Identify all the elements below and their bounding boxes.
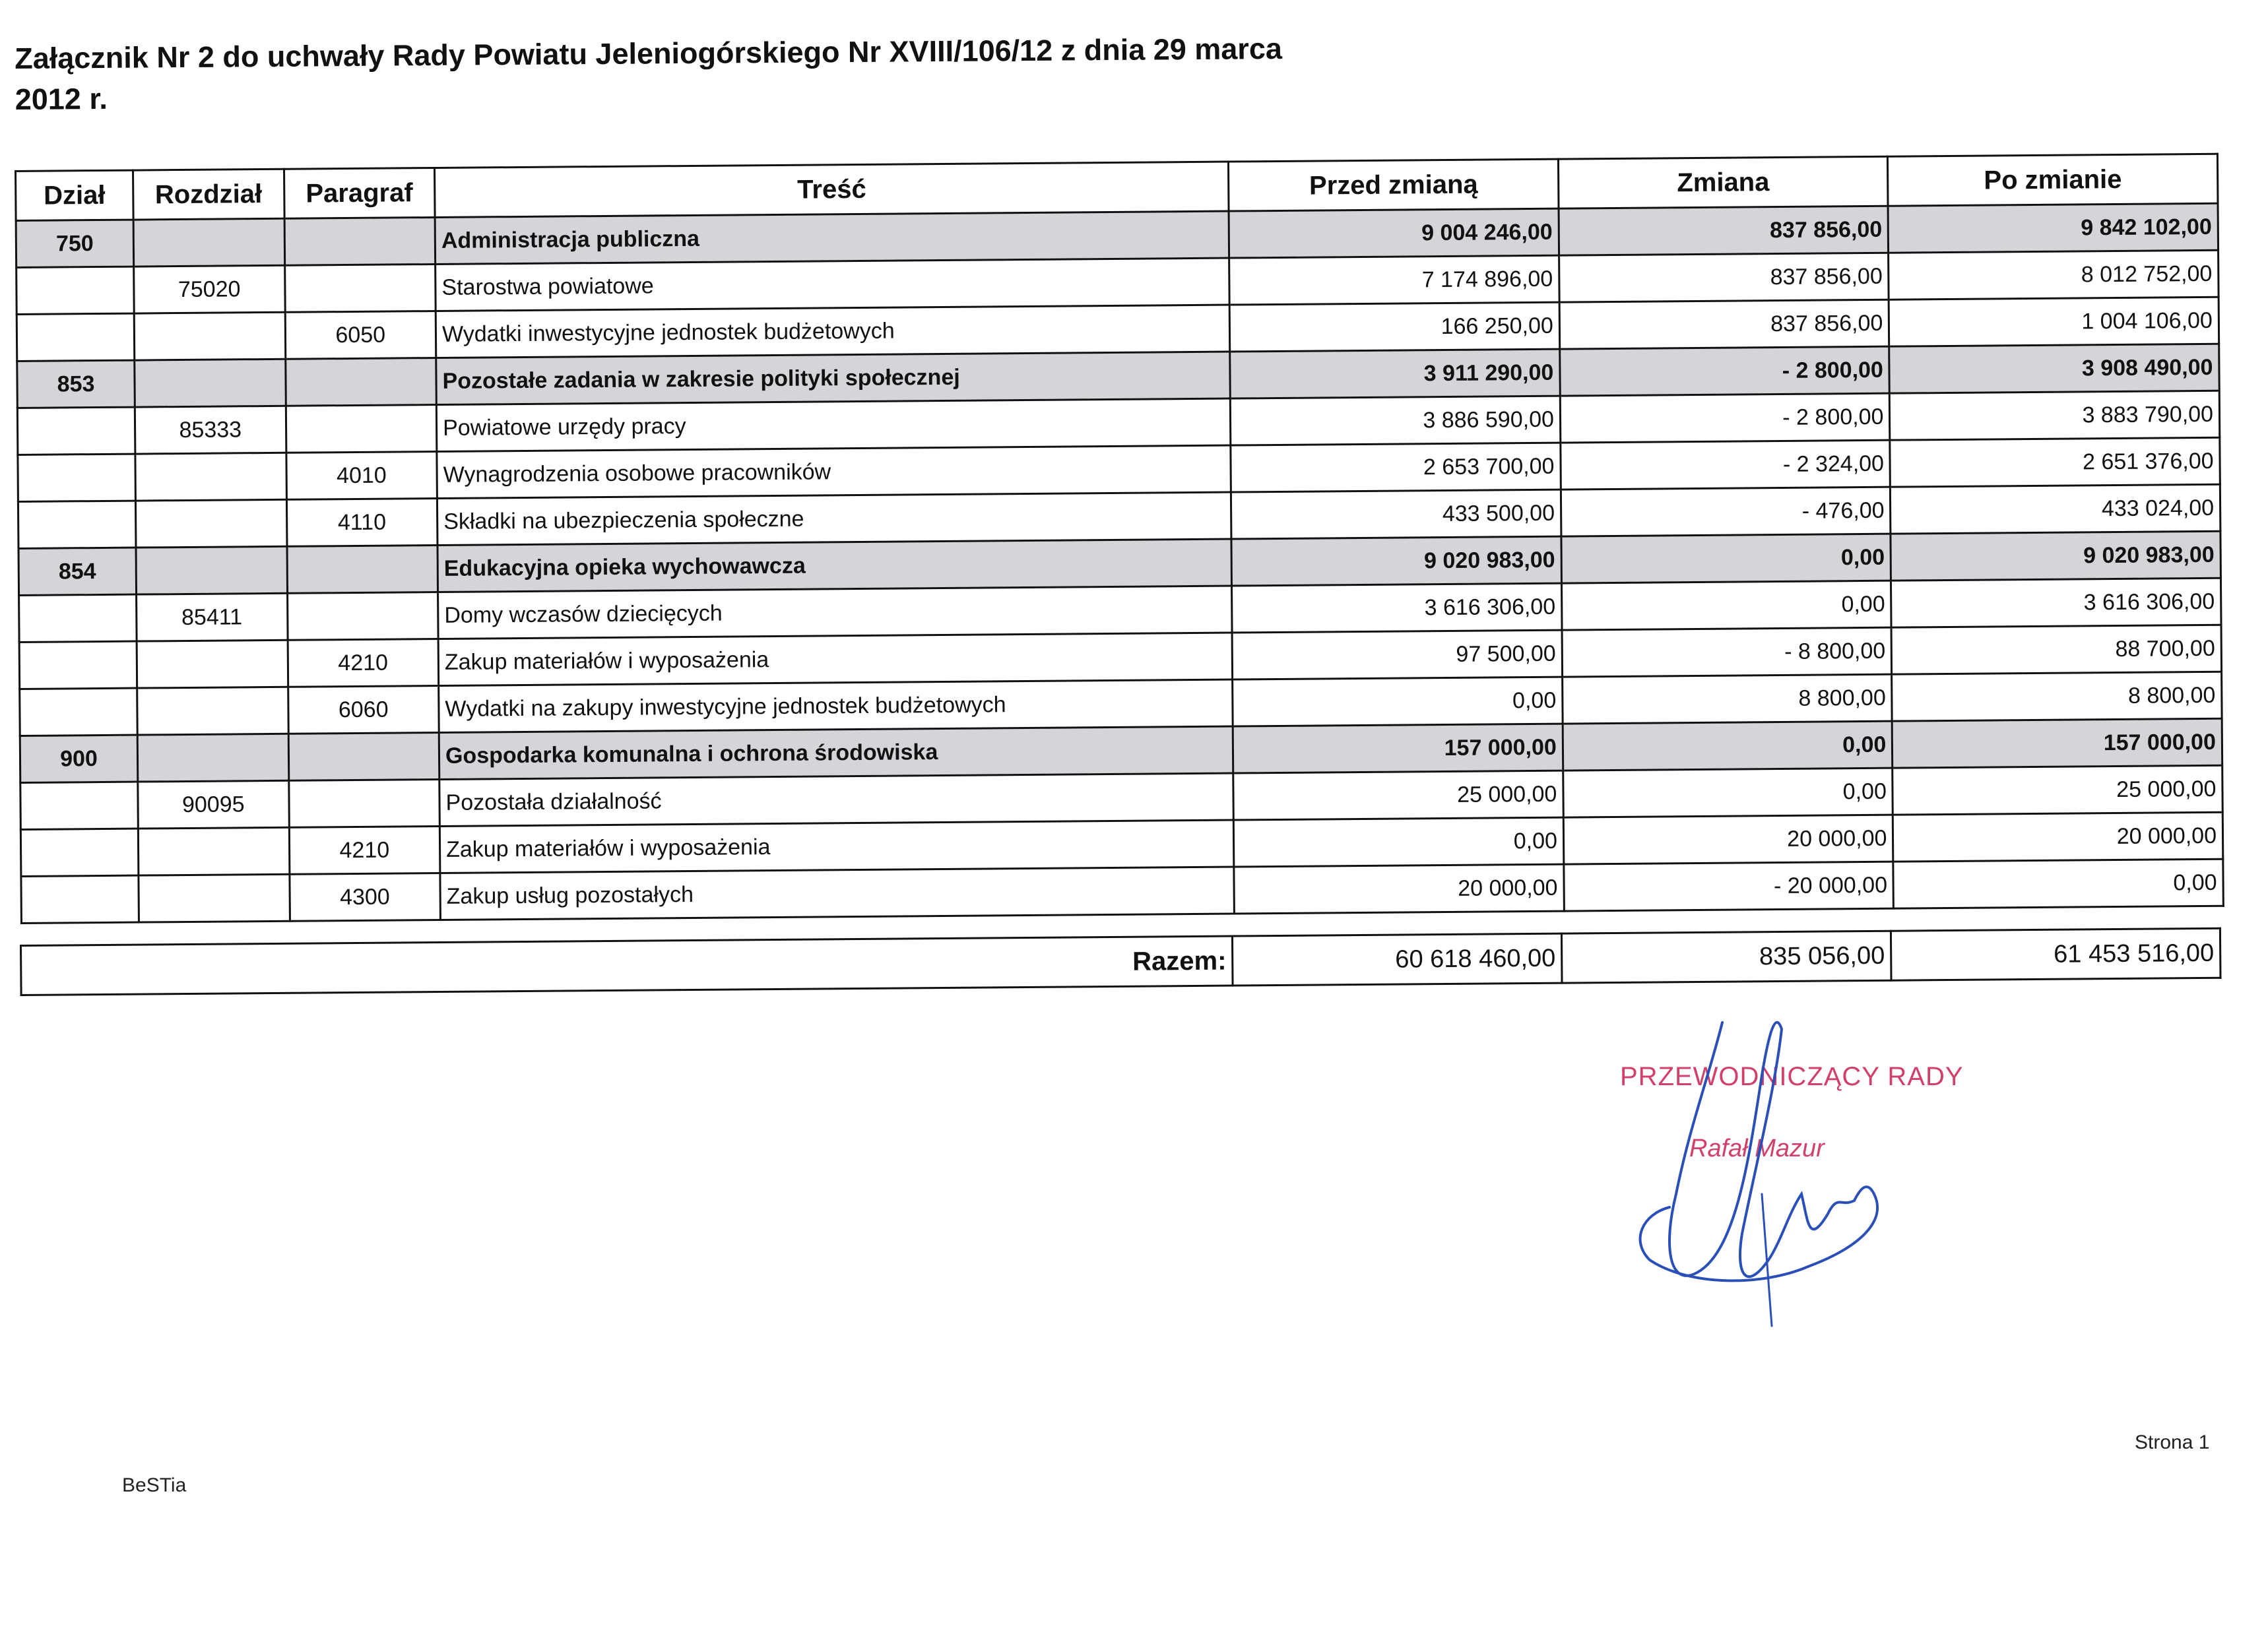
- cell-dzial: [19, 594, 137, 642]
- cell-dzial: [20, 829, 139, 876]
- cell-rozdzial: 75020: [134, 265, 285, 313]
- cell-po: 433 024,00: [1891, 484, 2220, 534]
- cell-paragraf: [286, 404, 437, 453]
- cell-rozdzial: [134, 312, 285, 360]
- cell-przed: 0,00: [1234, 817, 1564, 867]
- cell-tresc: Zakup materiałów i wyposażenia: [438, 633, 1233, 685]
- cell-paragraf: 4210: [289, 826, 440, 874]
- cell-rozdzial: [133, 218, 284, 267]
- total-po: 61 453 516,00: [1891, 928, 2220, 980]
- cell-przed: 157 000,00: [1233, 724, 1563, 773]
- cell-po: 25 000,00: [1893, 765, 2222, 815]
- cell-tresc: Administracja publiczna: [435, 211, 1229, 264]
- cell-zmiana: - 2 324,00: [1561, 440, 1891, 489]
- cell-po: 157 000,00: [1893, 718, 2222, 768]
- cell-tresc: Wydatki inwestycyjne jednostek budżetowych: [436, 305, 1230, 358]
- total-table: [20, 928, 2222, 996]
- cell-rozdzial: [137, 687, 288, 735]
- cell-zmiana: 837 856,00: [1559, 253, 1889, 302]
- cell-paragraf: [286, 545, 437, 593]
- cell-rozdzial: [139, 874, 290, 922]
- cell-tresc: Składki na ubezpieczenia społeczne: [437, 492, 1231, 545]
- cell-dzial: 750: [16, 220, 134, 267]
- budget-table: [15, 153, 2224, 924]
- cell-przed: 9 004 246,00: [1229, 208, 1559, 258]
- cell-po: 20 000,00: [1893, 812, 2223, 862]
- cell-paragraf: 4210: [288, 639, 439, 687]
- cell-paragraf: [285, 358, 436, 406]
- cell-przed: 433 500,00: [1231, 489, 1561, 539]
- cell-dzial: 900: [20, 735, 138, 782]
- cell-zmiana: - 476,00: [1561, 487, 1891, 536]
- cell-zmiana: 837 856,00: [1559, 206, 1889, 255]
- cell-dzial: [16, 267, 135, 314]
- cell-tresc: Edukacyjna opieka wychowawcza: [437, 539, 1232, 592]
- cell-tresc: Powiatowe urzędy pracy: [436, 398, 1231, 451]
- cell-rozdzial: [138, 827, 289, 875]
- cell-zmiana: 837 856,00: [1559, 299, 1889, 349]
- cell-paragraf: [288, 732, 439, 780]
- cell-rozdzial: [137, 640, 288, 688]
- stamp-name: Rafał Mazur: [1689, 1135, 1825, 1162]
- cell-po: 88 700,00: [1891, 625, 2221, 674]
- cell-przed: 9 020 983,00: [1231, 536, 1561, 586]
- cell-paragraf: [288, 779, 439, 827]
- cell-po: 8 012 752,00: [1889, 250, 2219, 299]
- page-number: Strona 1: [2135, 1432, 2210, 1453]
- header-rozdzial: Rozdział: [133, 169, 284, 220]
- cell-przed: 3 616 306,00: [1232, 583, 1562, 633]
- cell-dzial: 854: [18, 548, 137, 595]
- header-przed-zmiana: Przed zmianą: [1229, 159, 1559, 211]
- cell-przed: 3 911 290,00: [1230, 349, 1560, 398]
- cell-przed: 97 500,00: [1232, 630, 1562, 679]
- cell-po: 9 020 983,00: [1891, 531, 2220, 581]
- cell-rozdzial: [136, 546, 287, 594]
- total-table-container: [20, 928, 2222, 996]
- cell-tresc: Zakup materiałów i wyposażenia: [439, 820, 1234, 873]
- cell-zmiana: 0,00: [1563, 768, 1893, 817]
- total-przed: 60 618 460,00: [1233, 933, 1563, 986]
- cell-dzial: [17, 407, 135, 455]
- cell-po: 2 651 376,00: [1890, 437, 2220, 487]
- cell-dzial: [20, 782, 139, 829]
- page-title: [15, 26, 1533, 120]
- cell-dzial: [20, 688, 138, 736]
- total-zmiana: 835 056,00: [1562, 931, 1892, 983]
- header-dzial: Dział: [16, 170, 134, 220]
- cell-przed: 3 886 590,00: [1231, 396, 1561, 445]
- cell-paragraf: 6060: [288, 685, 439, 734]
- cell-po: 9 842 102,00: [1888, 203, 2218, 253]
- cell-dzial: [19, 641, 137, 689]
- cell-przed: 25 000,00: [1233, 771, 1563, 820]
- cell-zmiana: 20 000,00: [1563, 815, 1893, 864]
- cell-dzial: [16, 313, 135, 361]
- table-body: [16, 203, 2223, 923]
- cell-rozdzial: 85333: [135, 406, 286, 454]
- cell-przed: 166 250,00: [1230, 302, 1560, 352]
- budget-table-container: [15, 153, 2224, 924]
- total-row: [21, 928, 2220, 995]
- cell-przed: 7 174 896,00: [1229, 255, 1559, 305]
- cell-zmiana: - 2 800,00: [1560, 393, 1890, 443]
- cell-tresc: Wynagrodzenia osobowe pracowników: [437, 445, 1231, 498]
- cell-paragraf: 4300: [289, 873, 440, 921]
- cell-rozdzial: 85411: [137, 593, 288, 641]
- cell-po: 3 616 306,00: [1891, 578, 2221, 627]
- cell-zmiana: - 20 000,00: [1564, 862, 1894, 911]
- signature-icon: [1610, 996, 1953, 1339]
- cell-tresc: Pozostałe zadania w zakresie polityki społecznej: [436, 352, 1231, 404]
- cell-dzial: 853: [17, 360, 135, 408]
- header-paragraf: Paragraf: [284, 168, 435, 219]
- header-zmiana: Zmiana: [1558, 156, 1888, 208]
- title-line-1: Załącznik Nr 2 do uchwały Rady Powiatu Jeleniogórskiego Nr XVIII/106/12 z dnia 29 marca: [15, 31, 1283, 75]
- cell-paragraf: 4110: [286, 498, 437, 546]
- cell-paragraf: [284, 217, 436, 265]
- cell-rozdzial: 90095: [138, 780, 289, 829]
- header-po-zmianie: Po zmianie: [1888, 154, 2218, 206]
- cell-przed: 20 000,00: [1234, 864, 1564, 914]
- cell-dzial: [21, 875, 139, 923]
- cell-po: 0,00: [1893, 859, 2223, 908]
- cell-po: 1 004 106,00: [1889, 297, 2219, 346]
- cell-paragraf: [287, 592, 438, 640]
- title-line-2: 2012 r.: [15, 81, 108, 116]
- cell-tresc: Wydatki na zakupy inwestycyjne jednostek budżetowych: [439, 679, 1233, 732]
- cell-zmiana: 0,00: [1561, 534, 1891, 583]
- cell-paragraf: 6050: [285, 311, 436, 359]
- cell-po: 8 800,00: [1892, 672, 2222, 721]
- cell-rozdzial: [135, 453, 286, 501]
- cell-paragraf: [284, 264, 436, 312]
- cell-tresc: Pozostała działalność: [439, 773, 1234, 826]
- cell-tresc: Domy wczasów dziecięcych: [438, 586, 1233, 639]
- cell-rozdzial: [135, 359, 286, 407]
- cell-rozdzial: [137, 734, 288, 782]
- total-label: Razem:: [21, 936, 1233, 995]
- cell-zmiana: 8 800,00: [1562, 674, 1892, 724]
- cell-tresc: Zakup usług pozostałych: [440, 867, 1235, 920]
- cell-przed: 0,00: [1233, 677, 1563, 726]
- cell-tresc: Gospodarka komunalna i ochrona środowiska: [439, 726, 1233, 779]
- footer-software-label: BeSTia: [122, 1474, 187, 1496]
- stamp-title: PRZEWODNICZĄCY RADY: [1620, 1062, 1964, 1091]
- cell-dzial: [18, 501, 136, 548]
- cell-rozdzial: [135, 499, 286, 548]
- cell-tresc: Starostwa powiatowe: [436, 258, 1230, 311]
- cell-dzial: [18, 454, 136, 501]
- cell-zmiana: 0,00: [1563, 721, 1893, 771]
- cell-paragraf: 4010: [286, 451, 437, 499]
- cell-po: 3 908 490,00: [1889, 344, 2219, 393]
- cell-zmiana: - 2 800,00: [1560, 346, 1890, 396]
- cell-zmiana: - 8 800,00: [1562, 627, 1892, 677]
- cell-po: 3 883 790,00: [1890, 391, 2220, 440]
- cell-przed: 2 653 700,00: [1231, 443, 1561, 492]
- cell-zmiana: 0,00: [1561, 581, 1891, 630]
- header-tresc: Treść: [435, 162, 1229, 217]
